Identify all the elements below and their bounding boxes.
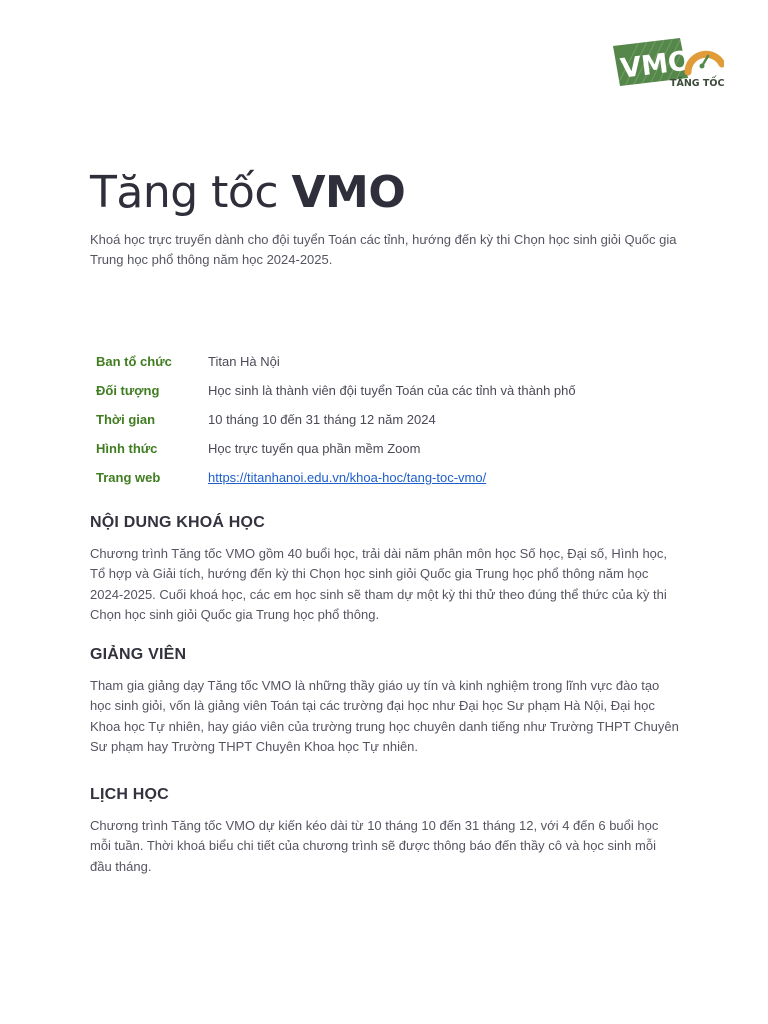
info-row-time bbox=[96, 405, 576, 434]
info-label: Thời gian bbox=[96, 412, 156, 427]
info-label: Ban tổ chức bbox=[96, 354, 172, 369]
title-light: Tăng tốc bbox=[90, 167, 292, 218]
info-value: Học sinh là thành viên đội tuyển Toán của các tỉnh và thành phố bbox=[208, 383, 576, 398]
info-value: Học trực tuyến qua phần mềm Zoom bbox=[208, 441, 421, 456]
section-text-teachers: Tham gia giảng dạy Tăng tốc VMO là những thầy giáo uy tín và kinh nghiệm trong lĩnh vực đào tạo học sinh giỏi, vốn là giảng viên Toán tại các trường đại học như Đại học Sư phạm Hà Nội, Đại học Khoa học Tự nhiên, hay giáo viên của trường trung học chuyên danh tiếng như Trường THPT Chuyên Sư phạm hay Trường THPT Chuyên Khoa học Tự nhiên. bbox=[90, 678, 679, 754]
section-heading-schedule: LỊCH HỌC bbox=[90, 786, 169, 803]
page-subtitle: Khoá học trực truyến dành cho đội tuyển Toán các tỉnh, hướng đến kỳ thi Chọn học sinh giỏi Quốc gia Trung học phổ thông năm học 2024-2025. bbox=[90, 232, 677, 267]
info-label: Đối tượng bbox=[96, 383, 160, 398]
vmo-logo-icon bbox=[612, 36, 724, 90]
info-row-website bbox=[96, 463, 576, 492]
info-row-audience bbox=[96, 376, 576, 405]
section-text-schedule: Chương trình Tăng tốc VMO dự kiến kéo dài từ 10 tháng 10 đến 31 tháng 12, với 4 đến 6 buổi học mỗi tuần. Thời khoá biểu chi tiết của chương trình sẽ được thông báo đến thầy cô và học sinh mỗi đầu tháng. bbox=[90, 818, 659, 874]
title-bold: VMO bbox=[291, 167, 406, 218]
info-label: Hình thức bbox=[96, 441, 158, 456]
vmo-logo bbox=[612, 36, 724, 90]
info-label: Trang web bbox=[96, 470, 161, 485]
info-row-format bbox=[96, 434, 576, 463]
info-value: 10 tháng 10 đến 31 tháng 12 năm 2024 bbox=[208, 412, 436, 427]
section-heading-content: NỘI DUNG KHOÁ HỌC bbox=[90, 514, 265, 531]
logo-letters: VMO bbox=[618, 45, 693, 85]
section-heading-teachers: GIẢNG VIÊN bbox=[90, 646, 187, 663]
course-info-table bbox=[96, 347, 576, 492]
section-text-content: Chương trình Tăng tốc VMO gồm 40 buổi học, trải dài năm phân môn học Số học, Đại số, Hình học, Tổ hợp và Giải tích, hướng đến kỳ thi Chọn học sinh giỏi Quốc gia Trung học phổ thông năm học 2024-2025. Cuối khoá học, các em học sinh sẽ tham dự một kỳ thi thử theo đúng thể thức của kỳ thi Chọn học sinh giỏi Quốc gia Trung học phổ thông. bbox=[90, 546, 668, 622]
info-value: Titan Hà Nội bbox=[208, 354, 280, 369]
info-row-organizer bbox=[96, 347, 576, 376]
website-link[interactable]: https://titanhanoi.edu.vn/khoa-hoc/tang-toc-vmo/ bbox=[208, 470, 487, 485]
page-title bbox=[90, 164, 405, 222]
logo-tagline: TĂNG TỐC bbox=[670, 78, 724, 89]
